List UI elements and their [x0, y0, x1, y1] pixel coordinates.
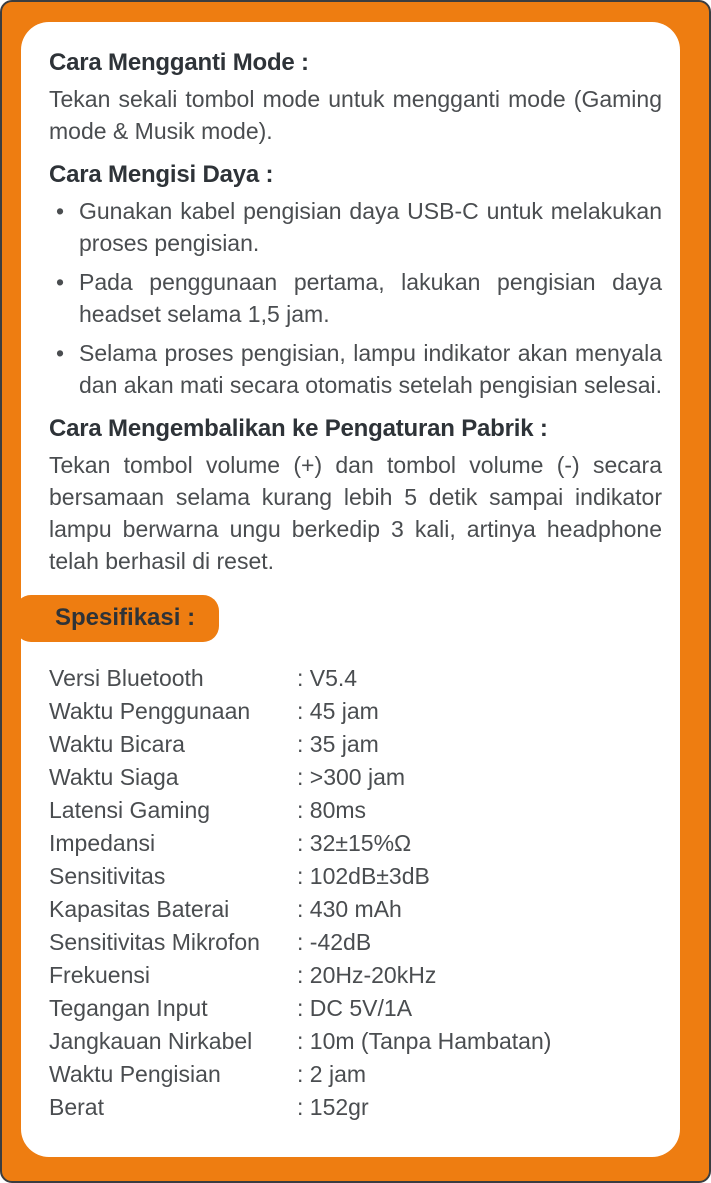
table-row — [49, 761, 662, 794]
bullet-text: Pada penggunaan pertama, lakukan pengisian daya headset selama 1,5 jam. — [79, 269, 662, 327]
spec-label: Impedansi — [49, 830, 156, 856]
spec-label: Kapasitas Baterai — [49, 896, 230, 922]
table-row — [49, 926, 662, 959]
bullet-icon: • — [56, 269, 65, 295]
table-row — [49, 860, 662, 893]
spec-label: Waktu Bicara — [49, 731, 185, 757]
section-mode-body: Tekan sekali tombol mode untuk mengganti mode (Gaming mode & Musik mode). — [49, 86, 662, 144]
bullet-text: Gunakan kabel pengisian daya USB-C untuk melakukan proses pengisian. — [79, 198, 662, 256]
content-card — [21, 22, 680, 1157]
spec-label: Sensitivitas — [49, 863, 166, 889]
bullet-text: Selama proses pengisian, lampu indikator akan menyala dan akan mati secara otomatis setelah pengisian selesai. — [79, 340, 663, 398]
table-row — [49, 1025, 662, 1058]
spec-label: Frekuensi — [49, 962, 150, 988]
spec-value: : 2 jam — [297, 1061, 367, 1087]
spec-label: Tegangan Input — [49, 995, 208, 1021]
specs-badge: Spesifikasi : — [21, 595, 219, 642]
table-row — [49, 959, 662, 992]
bullet-icon: • — [56, 340, 65, 366]
spec-label: Waktu Siaga — [49, 764, 179, 790]
spec-label: Waktu Pengisian — [49, 1061, 221, 1087]
section-reset-body: Tekan tombol volume (+) dan tombol volume (-) secara bersamaan selama kurang lebih 5 detik sampai indikator lampu berwarna ungu berkedip 3 kali, artinya headphone telah berhasil di reset. — [49, 452, 662, 574]
list-item — [49, 195, 662, 259]
table-row — [49, 893, 662, 926]
section-charging-heading: Cara Mengisi Daya : — [49, 161, 274, 188]
spec-value: : V5.4 — [297, 665, 358, 691]
spec-value: : 80ms — [297, 797, 367, 823]
table-row — [49, 728, 662, 761]
spec-value: : DC 5V/1A — [297, 995, 413, 1021]
table-row — [49, 827, 662, 860]
charging-bullet-list — [49, 195, 662, 401]
spec-label: Latensi Gaming — [49, 797, 211, 823]
spec-value: : 45 jam — [297, 698, 379, 724]
spec-value: : 35 jam — [297, 731, 379, 757]
spec-value: : 102dB±3dB — [297, 863, 430, 889]
bullet-icon: • — [56, 198, 65, 224]
spec-label: Jangkauan Nirkabel — [49, 1028, 253, 1054]
spec-label: Berat — [49, 1094, 104, 1120]
section-reset-heading: Cara Mengembalikan ke Pengaturan Pabrik : — [49, 415, 548, 442]
table-row — [49, 794, 662, 827]
table-row — [49, 992, 662, 1025]
spec-label: Waktu Penggunaan — [49, 698, 251, 724]
table-row — [49, 1091, 662, 1124]
spec-value: : 10m (Tanpa Hambatan) — [297, 1028, 552, 1054]
spec-value: : 32±15%Ω — [297, 830, 412, 856]
list-item — [49, 266, 662, 330]
spec-value: : -42dB — [297, 929, 372, 955]
spec-value: : 20Hz-20kHz — [297, 962, 437, 988]
list-item — [49, 337, 662, 401]
spec-value: : 430 mAh — [297, 896, 402, 922]
spec-label: Versi Bluetooth — [49, 665, 204, 691]
spec-list — [49, 662, 662, 1124]
table-row — [49, 1058, 662, 1091]
table-row — [49, 662, 662, 695]
table-row — [49, 695, 662, 728]
spec-label: Sensitivitas Mikrofon — [49, 929, 260, 955]
spec-value: : 152gr — [297, 1094, 369, 1120]
section-mode-heading: Cara Mengganti Mode : — [49, 49, 309, 76]
spec-value: : >300 jam — [297, 764, 406, 790]
